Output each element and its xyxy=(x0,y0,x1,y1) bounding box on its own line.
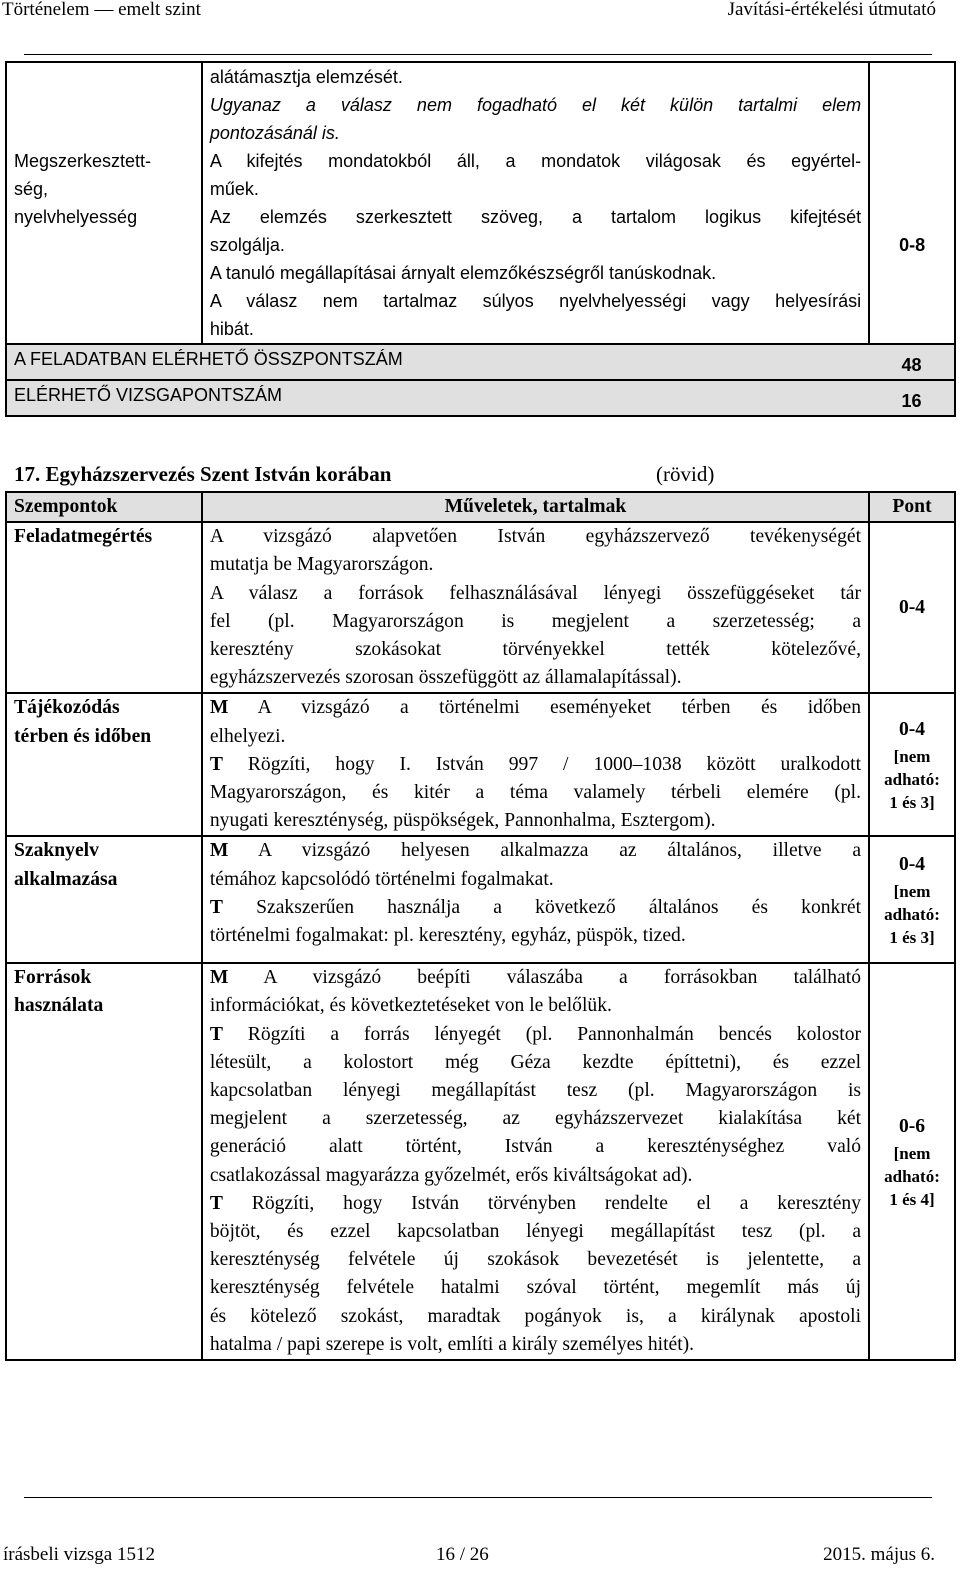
points-note: adható: xyxy=(884,1167,940,1187)
text-line: M A vizsgázó beépíti válaszába a forrásokban található xyxy=(209,967,862,989)
rubric-points-terminology xyxy=(869,836,955,963)
exam-total-value: 16 xyxy=(869,380,955,416)
table-row xyxy=(6,522,955,693)
footer-rule xyxy=(24,1497,932,1498)
header-subject: Történelem — emelt szint xyxy=(2,0,201,20)
criterion-label: Megszerkesztett- ség, nyelvhelyesség xyxy=(6,147,202,344)
marker-letter: T xyxy=(209,1023,223,1045)
rubric-points-understanding xyxy=(869,522,955,693)
rubric-text-understanding xyxy=(202,522,869,693)
text-line: T Szakszerűen használja a következő általános és konkrét xyxy=(209,896,862,918)
rubric-header-row xyxy=(6,492,955,522)
text-line: M A vizsgázó helyesen alkalmazza az általános, illetve a xyxy=(209,840,862,862)
rubric-table xyxy=(5,491,956,1361)
exam-total-label: ELÉRHETŐ VIZSGAPONTSZÁM xyxy=(6,380,869,416)
points-range: 0-4 xyxy=(898,854,926,876)
text-line: fel (pl. Magyarországon is megjelent a szerzetesség; a xyxy=(209,610,862,632)
text-line: és kötelező szokást, maradtak pogányok is, a királynak apostoli xyxy=(209,1305,862,1327)
text-line: kereszténység felvétele új szokások bevezetését is jelentette, a xyxy=(209,1249,862,1271)
table-row xyxy=(6,963,955,1360)
text-line: M A vizsgázó a történelmi eseményeket térben és időben xyxy=(209,697,862,719)
text-line: A tanuló megállapításai árnyalt elemzőkészségről tanúskodnak. xyxy=(209,263,717,283)
text-line: létesült, a kolostort még Géza kezdte építtetni), és ezzel xyxy=(209,1051,862,1073)
text-line: Magyarországon, és kitér a téma valamely térbeli elemére (pl. xyxy=(209,782,862,804)
table-row xyxy=(6,836,955,963)
rubric-label-understanding: Feladatmegértés xyxy=(6,522,202,693)
rubric-label-orientation: Tájékozódás térben és időben xyxy=(6,693,202,836)
text-line: böjtöt, és ezzel kapcsolatban lényegi megállapítást tesz (pl. a xyxy=(209,1221,862,1243)
text-line: Az elemzés szerkesztett szöveg, a tartalom logikus kifejtését xyxy=(209,207,862,227)
points-note: adható: xyxy=(884,770,940,790)
rubric-label-sources: Források használata xyxy=(6,963,202,1360)
text-line: hibát. xyxy=(209,319,254,339)
header-criteria: Szempontok xyxy=(6,492,202,522)
text-line: T Rögzíti a forrás lényegét (pl. Pannonhalmán bencés kolostor xyxy=(209,1023,862,1045)
marker-letter: M xyxy=(209,697,229,719)
rubric-text-orientation xyxy=(202,693,869,836)
total-value: 48 xyxy=(869,344,955,380)
text-line: A válasz nem tartalmaz súlyos nyelvhelyességi vagy helyesírási xyxy=(209,291,862,311)
text-line: csatlakozással magyarázza győzelmét, erős kiváltságokat ad). xyxy=(209,1164,693,1186)
points-cell-empty xyxy=(869,62,955,147)
points-range: 0-6 xyxy=(898,1116,926,1138)
text-line: A kifejtés mondatokból áll, a mondatok világosak és egyértel- xyxy=(209,151,862,171)
text-line: pontozásánál is. xyxy=(209,123,340,143)
text-line: T Rögzíti, hogy I. István 997 / 1000–1038 között uralkodott xyxy=(209,753,862,775)
text-line: műek. xyxy=(209,179,259,199)
text-line: kereszténység felvétele hatalmi szóval történt, megemlít más új xyxy=(209,1277,862,1299)
text-line: T Rögzíti, hogy István törvényben rendelte el a keresztény xyxy=(209,1192,862,1214)
header-doc-type: Javítási-értékelési útmutató xyxy=(727,0,936,20)
previous-task-table xyxy=(5,61,956,417)
text-line: alátámasztja elemzését. xyxy=(209,67,403,87)
task-title-line xyxy=(14,462,715,487)
text-line: A válasz a források felhasználásával lényegi összefüggéseket tár xyxy=(209,582,862,604)
footer-exam-code: írásbeli vizsga 1512 xyxy=(3,1544,155,1565)
points-note: 1 és 3] xyxy=(889,793,935,813)
task-type: (rövid) xyxy=(656,462,715,486)
header-points: Pont xyxy=(869,492,955,522)
text-line: témához kapcsolódó történelmi fogalmakat. xyxy=(209,868,554,890)
points-note: [nem xyxy=(893,1144,931,1164)
points-range: 0-4 xyxy=(898,596,926,618)
text-line: szolgálja. xyxy=(209,235,285,255)
header-rule xyxy=(24,54,932,55)
page-header xyxy=(0,0,960,22)
header-operations: Műveletek, tartalmak xyxy=(202,492,869,522)
text-line: megjelent a szerzetesség, az egyházszervezet kialakítása két xyxy=(209,1108,862,1130)
text-line: egyházszervezés szorosan összefüggött az államalapítással). xyxy=(209,667,682,689)
criterion-points: 0-8 xyxy=(869,147,955,344)
criterion-cell-empty xyxy=(6,62,202,147)
points-note: [nem xyxy=(893,747,931,767)
marker-letter: M xyxy=(209,840,229,862)
task-title: 17. Egyházszervezés Szent István korában xyxy=(14,462,392,486)
marker-letter: T xyxy=(209,753,223,775)
text-line: információkat, és következtetéseket von le belőlük. xyxy=(209,995,612,1017)
text-line: elhelyezi. xyxy=(209,725,286,747)
rubric-text-sources xyxy=(202,963,869,1360)
text-line: Ugyanaz a válasz nem fogadható el két külön tartalmi elem xyxy=(209,95,862,115)
exam-total-row xyxy=(6,380,955,416)
points-note: adható: xyxy=(884,905,940,925)
text-line: A vizsgázó alapvetően István egyházszervező tevékenységét xyxy=(209,526,862,548)
points-note: 1 és 4] xyxy=(889,1190,935,1210)
text-line: generáció alatt történt, István a kereszténységhez való xyxy=(209,1136,862,1158)
footer-date: 2015. május 6. xyxy=(823,1544,935,1565)
text-line: mutatja be Magyarországon. xyxy=(209,554,434,576)
rubric-points-orientation xyxy=(869,693,955,836)
criterion-text xyxy=(202,147,869,344)
rubric-points-sources xyxy=(869,963,955,1360)
total-row xyxy=(6,344,955,380)
text-line: keresztény szokásokat törvényekkel tették kötelezővé, xyxy=(209,639,862,661)
points-range: 0-4 xyxy=(898,719,926,741)
table-row xyxy=(6,62,955,147)
text-line: történelmi fogalmakat: pl. keresztény, egyház, püspök, tized. xyxy=(209,925,686,947)
table-row xyxy=(6,693,955,836)
marker-letter: T xyxy=(209,896,223,918)
continuation-text xyxy=(202,62,869,147)
points-note: 1 és 3] xyxy=(889,928,935,948)
rubric-text-terminology xyxy=(202,836,869,963)
table-row xyxy=(6,147,955,344)
marker-letter: T xyxy=(209,1192,223,1214)
text-line: nyugati kereszténység, püspökségek, Pannonhalma, Esztergom). xyxy=(209,810,716,832)
footer-page-number: 16 / 26 xyxy=(436,1544,489,1565)
total-label: A FELADATBAN ELÉRHETŐ ÖSSZPONTSZÁM xyxy=(6,344,869,380)
rubric-label-terminology: Szaknyelv alkalmazása xyxy=(6,836,202,963)
text-line: kapcsolatban lényegi megállapítást tesz (pl. Magyarországon is xyxy=(209,1080,862,1102)
points-note: [nem xyxy=(893,882,931,902)
text-line: hatalma / papi szerepe is volt, említi a király személyes hitét). xyxy=(209,1333,695,1355)
marker-letter: M xyxy=(209,967,229,989)
